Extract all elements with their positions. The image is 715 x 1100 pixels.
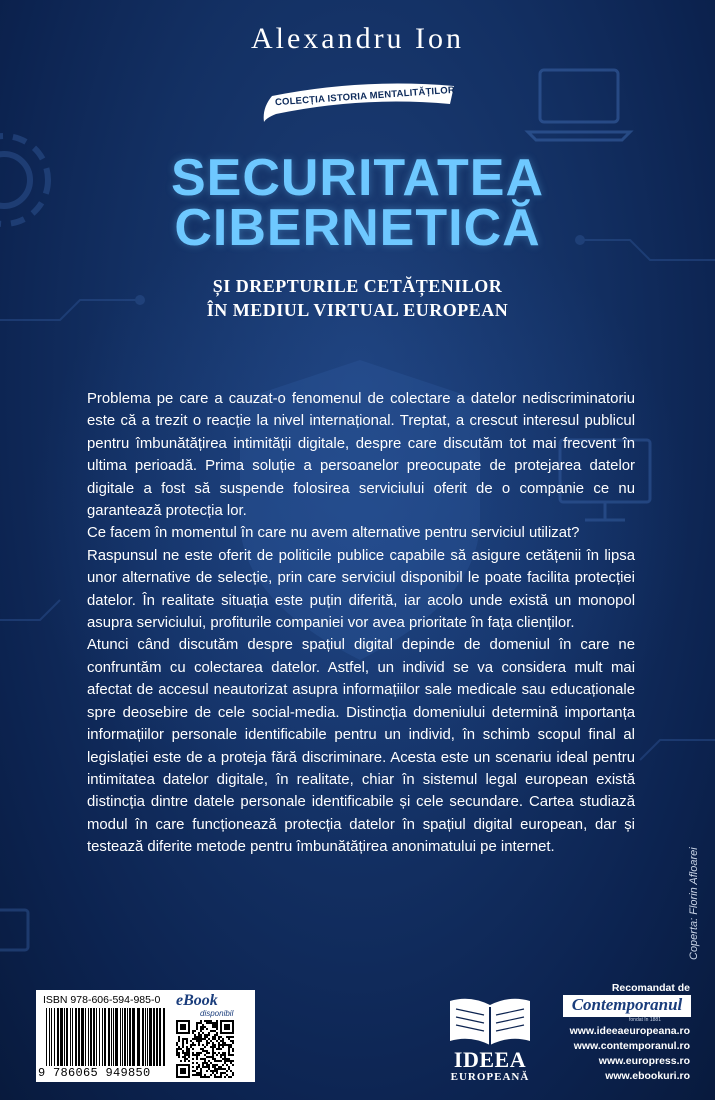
monitor-icon bbox=[0, 910, 28, 950]
ebook-sub: disponibil bbox=[200, 1009, 234, 1018]
contemporanul-word: Contemporanul bbox=[571, 995, 683, 1014]
open-book-icon bbox=[440, 995, 540, 1049]
website-link[interactable]: www.ebookuri.ro bbox=[605, 1070, 690, 1082]
website-link[interactable]: www.contemporanul.ro bbox=[573, 1040, 690, 1052]
barcode-digits: 9 786065 949850 bbox=[38, 1066, 151, 1080]
laptop-icon bbox=[528, 70, 630, 140]
author-name: Alexandru Ion bbox=[250, 22, 465, 55]
publisher-subname: EUROPEANĂ bbox=[450, 1071, 530, 1083]
book-subtitle-line2: ÎN MEDIUL VIRTUAL EUROPEAN bbox=[206, 300, 509, 320]
publisher-logo bbox=[440, 995, 540, 1085]
ebook-logo bbox=[176, 992, 252, 1022]
isbn-text: ISBN 978-606-594-985-0 bbox=[43, 994, 161, 1006]
back-cover-text bbox=[87, 388, 635, 859]
contemporanul-tagline: fondat în 1881 bbox=[629, 1017, 661, 1023]
paragraph: Ce facem în momentul în care nu avem alternative pentru serviciul utilizat? bbox=[87, 525, 580, 542]
cover-design-credit: Coperta: Florin Afloarei bbox=[688, 847, 700, 960]
paragraph: Problema pe care a cauzat-o fenomenul de colectare a datelor nediscriminatoriu este că a trezit o reacție la nivel internațional. Treptat, a crescut interesul publicul pentru îmbunătățirea intimității digitale, despre care discutăm tot mai frecvent în ultima perioadă. Prima soluție a persoanelor preocupate de protejarea datelor digitale a fost să suspende folosirea serviciului oferit de o companie ce nu garantează protecția lor. bbox=[87, 391, 635, 520]
contemporanul-logo bbox=[563, 995, 691, 1017]
barcode-icon bbox=[44, 1008, 169, 1066]
website-link[interactable]: www.europress.ro bbox=[598, 1055, 690, 1067]
publisher-name: IDEEA bbox=[453, 1047, 527, 1072]
collection-label: COLECȚIA ISTORIA MENTALITĂȚILOR bbox=[274, 84, 456, 109]
book-title-line2: CIBERNETICĂ bbox=[174, 199, 541, 257]
paragraph: Raspunsul ne este oferit de politicile publice capabile să asigure cetățenii în lipsa unor alternative de selecție, prin care serviciul disponibil le poate facilita protecției datelor. În realitate situația este puțin diferită, iar acolo unde există un monopol asupra serviciului, profiturile companiei vor avea prioritate în fața clienților. bbox=[87, 547, 635, 632]
website-list bbox=[540, 1024, 690, 1084]
book-title-line1: SECURITATEA bbox=[170, 149, 545, 207]
qr-code-icon bbox=[176, 1020, 234, 1078]
ebook-word: eBook bbox=[176, 992, 218, 1009]
book-subtitle-line1: ȘI DREPTURILE CETĂȚENILOR bbox=[212, 276, 503, 296]
paragraph: Atunci când discutăm despre spațiul digital depinde de domeniul în care ne confruntăm cu colectarea datelor. Astfel, un individ se va considera mult mai afectat de accesul neautorizat asupra informațiilor sale medicale sau educaționale spre deosebire de cele social-media. Distincția domeniului determină importanța informațiilor personale identificabile pentru un individ, în schimb scopul final al legislației este de a proteja fără discriminare. Acesta este un scenariu ideal pentru intimitatea datelor digitale, în realitate, chiar în sistemul legal european există distincția dintre datele personale identificabile și cele secundare. Cartea studiază modul în care funcționează protecția datelor în spațiul digital european, dar și testează diferite metode pentru îmbunătățirea anonimatului pe internet. bbox=[87, 637, 635, 856]
barcode-block bbox=[36, 990, 255, 1082]
website-link[interactable]: www.ideeaeuropeana.ro bbox=[569, 1025, 690, 1037]
recommended-label: Recomandat de bbox=[611, 982, 690, 994]
